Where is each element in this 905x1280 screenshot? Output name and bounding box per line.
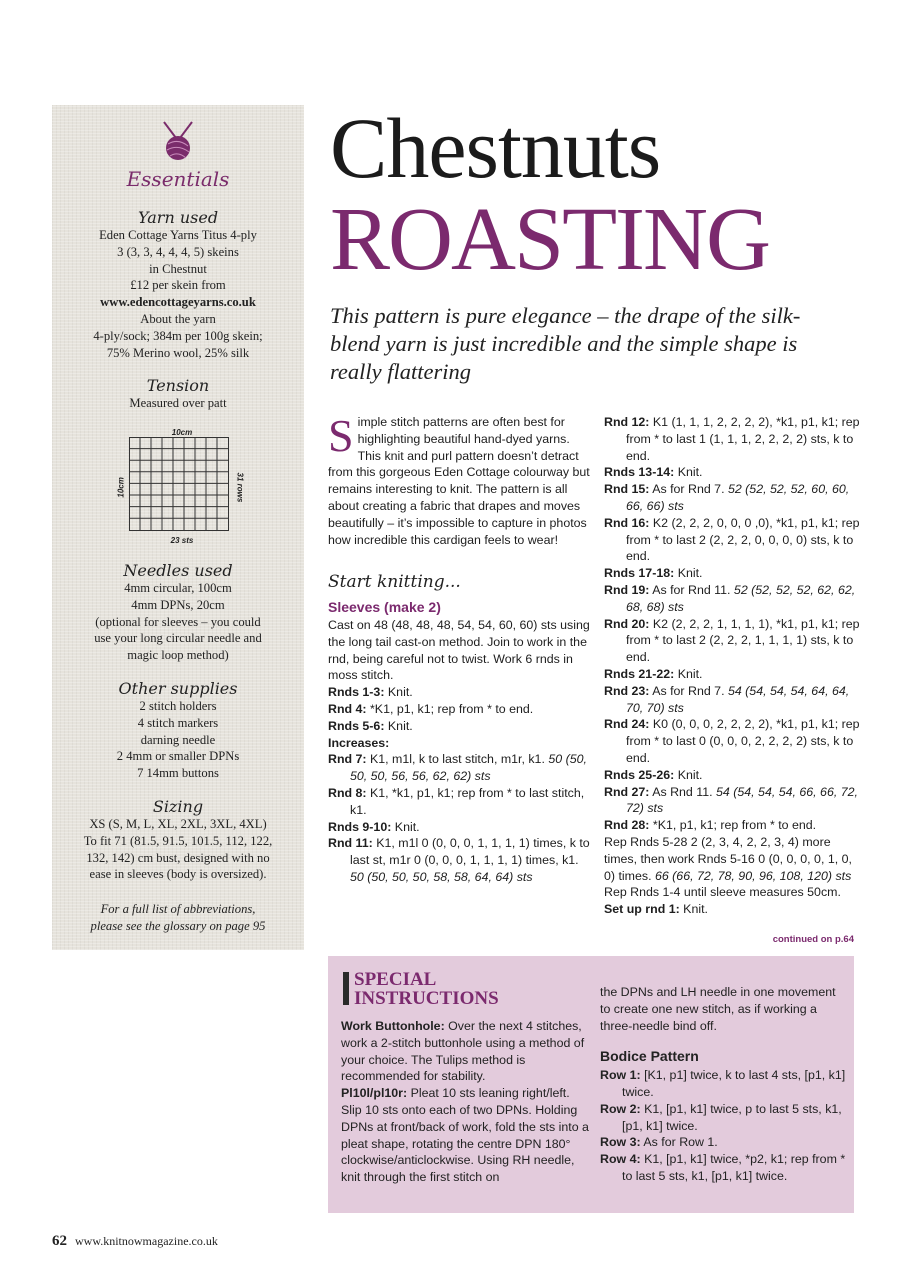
round-label: Rnds 17-18: <box>604 566 675 581</box>
sizing-section <box>52 797 304 883</box>
abbreviations-note <box>52 901 304 935</box>
round-row <box>604 481 866 515</box>
round-text: Knit. <box>674 566 703 581</box>
page-footer <box>52 1233 218 1250</box>
round-label: Rnds 5-6: <box>328 718 385 733</box>
title-main: Chestnuts <box>330 100 661 196</box>
round-row <box>604 666 866 683</box>
round-text: As for Rnd 7. <box>649 683 728 698</box>
round-text: K0 (0, 0, 0, 2, 2, 2, 2), *k1, p1, k1; rep from * to last 0 (0, 0, 0, 2, 2, 2, 2) sts, k to end. <box>626 717 860 765</box>
special-column-1 <box>341 1018 591 1186</box>
intro-paragraph <box>328 410 590 548</box>
stitch-count: 50 (50, 50, 50, 56, 56, 62, 62) sts <box>350 752 587 784</box>
repeat-text: Rep Rnds 5-28 2 (2, 3, 4, 2, 2, 3, 4) more times, then work Rnds 5-16 0 (0, 0, 0, 0, 1, 0, 0) times. <box>604 834 852 883</box>
round-text: Knit. <box>674 767 703 782</box>
round-text: K1, *k1, p1, k1; rep from * to last stitch, k1. <box>350 785 585 817</box>
round-row <box>328 835 590 885</box>
yarn-line: 4-ply/sock; 384m per 100g skein; <box>93 328 263 343</box>
intro-text: imple stitch patterns are often best for highlighting beautiful hand-dyed yarns. This knit and purl pattern doesn’t detract from this gorgeous Eden Cottage colourway but remains interesting to knit. The pattern is all about creating a fabric that drapes and moves beautifully – it’s impossible to capture in photos how incredible this cardigan feels to wear! <box>328 415 590 547</box>
yarn-url: www.edencottageyarns.co.uk <box>100 295 256 310</box>
sizing-line: ease in sleeves (body is oversized). <box>89 867 267 882</box>
yarn-heading: Yarn used <box>137 208 219 227</box>
round-row <box>604 817 866 834</box>
round-text: K2 (2, 2, 2, 0, 0, 0 ,0), *k1, p1, k1; rep from * to last 2 (2, 2, 2, 0, 0, 0, 0) sts, k to end. <box>626 515 860 564</box>
round-label: Increases: <box>328 735 390 750</box>
grid-bottom-label: 23 sts <box>170 536 194 545</box>
special-title <box>354 970 499 1008</box>
round-text: As for Rnd 7. <box>649 482 728 497</box>
round-label: Rnd 24: <box>604 717 650 732</box>
supplies-line: 7 14mm buttons <box>137 766 219 781</box>
round-row <box>328 819 590 836</box>
round-label: Rnd 23: <box>604 683 650 698</box>
round-text: K1, m1l, k to last stitch, m1r, k1. <box>366 752 549 767</box>
round-row <box>604 565 866 582</box>
sizing-heading: Sizing <box>152 797 204 816</box>
round-text: K1, [p1, k1] twice, p to last 5 sts, k1, [p1, k1] twice. <box>622 1101 842 1133</box>
round-row <box>604 616 866 666</box>
round-text: K1, [p1, k1] twice, *p2, k1; rep from * to last 5 sts, k1, [p1, k1] twice. <box>622 1152 846 1183</box>
round-text: K1 (1, 1, 1, 2, 2, 2, 2), *k1, p1, k1; rep from * to last 1 (1, 1, 1, 2, 2, 2, 2) sts, k to end. <box>626 415 860 463</box>
setup-label: Set up rnd 1: <box>604 902 680 917</box>
round-row <box>328 718 590 735</box>
round-row <box>328 751 590 785</box>
tension-section <box>52 376 304 412</box>
round-label: Rnd 11: <box>328 836 373 851</box>
round-label: Rnd 20: <box>604 616 650 631</box>
pleat-instruction <box>341 1085 591 1186</box>
round-text: Knit. <box>384 685 413 700</box>
needles-line: 4mm DPNs, 20cm <box>131 597 225 612</box>
round-row <box>328 701 590 718</box>
round-label: Rnd 15: <box>604 482 650 497</box>
round-label: Rnds 1-3: <box>328 685 385 700</box>
rounds-list-2 <box>604 414 866 834</box>
setup-round <box>604 901 866 918</box>
round-label: Rnd 27: <box>604 784 650 799</box>
round-text: As Rnd 11. <box>649 784 717 799</box>
round-row <box>328 785 590 819</box>
special-instructions-box <box>328 956 854 1213</box>
drop-cap: S <box>328 410 354 461</box>
setup-text: Knit. <box>679 902 708 917</box>
round-label: Rnd 8: <box>328 785 367 800</box>
round-text: Knit. <box>384 718 413 733</box>
round-label: Rnds 25-26: <box>604 767 675 782</box>
sizing-line: 132, 142) cm bust, designed with no <box>86 850 270 865</box>
supplies-line: 2 4mm or smaller DPNs <box>116 749 240 764</box>
needles-heading: Needles used <box>123 561 233 580</box>
round-row <box>604 464 866 481</box>
round-text: As for Row 1. <box>640 1135 718 1150</box>
repeat-note: 66 (66, 72, 78, 90, 96, 108, 120) sts <box>654 868 852 883</box>
sleeves-heading: Sleeves (make 2) <box>328 599 441 616</box>
round-row <box>604 716 866 766</box>
repeat-instruction <box>604 834 866 884</box>
needles-section <box>52 561 304 664</box>
sizing-line: XS (S, M, L, XL, 2XL, 3XL, 4XL) <box>89 817 267 831</box>
special-title-line2: INSTRUCTIONS <box>354 988 499 1009</box>
yarn-line: 3 (3, 3, 4, 4, 4, 5) skeins <box>117 244 239 259</box>
round-label: Row 1: <box>600 1068 641 1083</box>
buttonhole-label: Work Buttonhole: <box>341 1019 445 1033</box>
round-row <box>600 1134 848 1151</box>
needles-line: magic loop method) <box>127 648 229 663</box>
needles-line: 4mm circular, 100cm <box>124 581 232 595</box>
round-row <box>604 767 866 784</box>
round-text: [K1, p1] twice, k to last 4 sts, [p1, k1] twice. <box>622 1068 846 1099</box>
yarn-section <box>52 208 304 361</box>
round-label: Rnd 16: <box>604 515 650 530</box>
buttonhole-instruction <box>341 1018 591 1085</box>
abbrev-line: For a full list of abbreviations, <box>100 902 256 916</box>
round-text: Knit. <box>674 666 703 681</box>
round-label: Rnd 28: <box>604 818 650 833</box>
supplies-heading: Other supplies <box>118 679 238 698</box>
round-label: Rnd 19: <box>604 582 650 597</box>
round-text: Knit. <box>674 465 703 480</box>
supplies-line: darning needle <box>140 732 216 747</box>
yarn-line: About the yarn <box>140 311 216 326</box>
buttonhole-text: Over the next 4 stitches, work a 2-stitch buttonhole using a method of your choice. The Tulips method is recommended for stability. <box>341 1019 585 1084</box>
yarn-ball-icon <box>158 120 198 164</box>
round-text: K1, m1l 0 (0, 0, 0, 1, 1, 1, 1) times, k to last st, m1r 0 (0, 0, 0, 1, 1, 1, 1) times, k1. <box>350 836 590 868</box>
round-row <box>328 684 590 701</box>
grid-top-label: 10cm <box>171 428 193 437</box>
grid-right-label: 31 rows <box>235 472 245 503</box>
bodice-rows <box>600 1067 848 1185</box>
page-number: 62 <box>52 1233 67 1249</box>
round-row <box>600 1151 848 1185</box>
grid-left-label: 10cm <box>116 477 126 498</box>
start-knitting-heading: Start knitting... <box>328 572 461 593</box>
round-text: *K1, p1, k1; rep from * to end. <box>649 818 817 833</box>
pleat-label: Pl10l/pl10r: <box>341 1086 408 1101</box>
round-label: Rnds 21-22: <box>604 666 675 681</box>
yarn-line: 75% Merino wool, 25% silk <box>106 345 250 360</box>
tension-grid-squares <box>129 437 229 531</box>
round-row <box>604 414 866 464</box>
tension-heading: Tension <box>146 376 210 395</box>
round-text: *K1, p1, k1; rep from * to end. <box>366 701 534 716</box>
needles-line: (optional for sleeves – you could <box>95 614 261 629</box>
round-row <box>600 1067 848 1101</box>
cast-on-text: Cast on 48 (48, 48, 48, 54, 54, 60, 60) sts using the long tail cast-on method. Join to work in the rnd, being careful not to twist. Work 6 rnds in moss stitch. <box>328 617 590 683</box>
sizing-line: To fit 71 (81.5, 91.5, 101.5, 112, 122, <box>83 833 273 848</box>
bodice-heading: Bodice Pattern <box>600 1048 699 1065</box>
footer-url: www.knitnowmagazine.co.uk <box>75 1234 218 1248</box>
sidebar-heading: Essentials <box>126 167 230 191</box>
special-title-line1: SPECIAL <box>354 969 437 990</box>
needles-line: use your long circular needle and <box>94 631 262 646</box>
column-1 <box>328 410 590 886</box>
round-row <box>604 683 866 717</box>
column-2 <box>604 414 866 918</box>
supplies-line: 2 stitch holders <box>139 699 217 713</box>
essentials-sidebar <box>52 105 304 950</box>
round-label: Rnd 12: <box>604 415 650 429</box>
supplies-section <box>52 679 304 782</box>
tension-text: Measured over patt <box>129 396 227 410</box>
round-row <box>328 735 590 752</box>
stitch-count: 52 (52, 52, 52, 62, 62, 68, 68) sts <box>626 582 856 614</box>
abbrev-line: please see the glossary on page 95 <box>90 918 266 933</box>
round-row <box>604 582 866 616</box>
rounds-list-1 <box>328 684 590 886</box>
special-bar <box>343 972 349 1005</box>
round-label: Rnds 13-14: <box>604 465 675 480</box>
round-text: Knit. <box>391 819 420 834</box>
round-row <box>600 1101 848 1135</box>
pleat-text: Pleat 10 sts leaning right/left. Slip 10 sts onto each of two DPNs. Holding DPNs at front/back of work, fold the sts into a pleat shape, rotating the centre DPN 180° clockwise/anticlockwise. Using RH needle, knit through the first stitch on <box>341 1086 589 1185</box>
stitch-count: 50 (50, 50, 50, 58, 58, 64, 64) sts <box>350 869 533 884</box>
title-sub: ROASTING <box>330 190 770 289</box>
continued-note: continued on p.64 <box>772 934 854 945</box>
round-row <box>604 515 866 565</box>
tension-grid <box>112 425 252 545</box>
special-column-2 <box>600 984 848 1185</box>
supplies-line: 4 stitch markers <box>137 715 219 730</box>
standfirst: This pattern is pure elegance – the drape of the silk-blend yarn is just incredible and the simple shape is really flattering <box>330 303 801 384</box>
round-row <box>604 784 866 818</box>
round-label: Rnd 7: <box>328 752 367 767</box>
round-label: Row 4: <box>600 1152 641 1167</box>
yarn-line: in Chestnut <box>149 261 207 276</box>
round-text: As for Rnd 11. <box>649 582 734 597</box>
stitch-count: 54 (54, 54, 54, 64, 64, 70, 70) sts <box>626 683 850 715</box>
round-label: Row 3: <box>600 1135 641 1150</box>
round-text: K2 (2, 2, 2, 1, 1, 1, 1), *k1, p1, k1; rep from * to last 2 (2, 2, 2, 1, 1, 1, 1) sts, k to end. <box>626 616 860 665</box>
stitch-count: 54 (54, 54, 54, 66, 66, 72, 72) sts <box>626 784 858 816</box>
yarn-line: £12 per skein from <box>130 278 226 293</box>
round-label: Rnd 4: <box>328 701 367 716</box>
until-instruction: Rep Rnds 1-4 until sleeve measures 50cm. <box>604 885 841 900</box>
pleat-continued: the DPNs and LH needle in one movement to create one new stitch, as if working a three-needle bind off. <box>600 985 836 1033</box>
round-label: Rnds 9-10: <box>328 819 392 834</box>
yarn-line: Eden Cottage Yarns Titus 4-ply <box>99 228 257 242</box>
stitch-count: 52 (52, 52, 52, 60, 60, 66, 66) sts <box>626 482 850 513</box>
round-label: Row 2: <box>600 1101 641 1116</box>
